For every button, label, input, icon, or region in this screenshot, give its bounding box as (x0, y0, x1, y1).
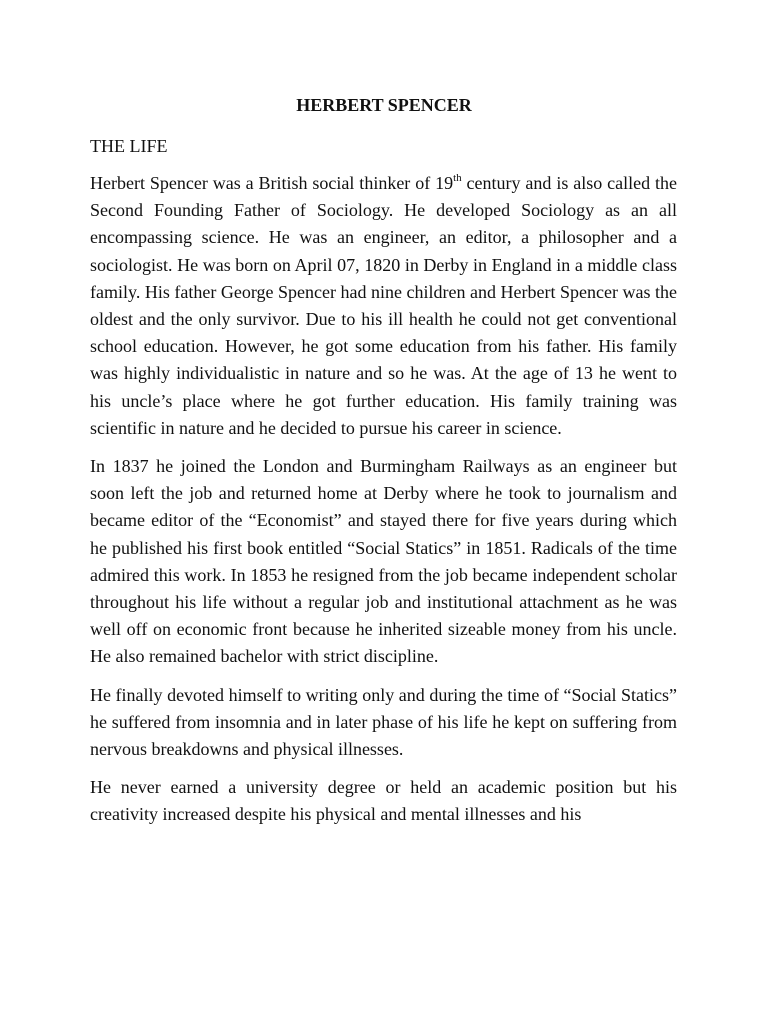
paragraph-1-text-start: Herbert Spencer was a British social thinker of 19 (90, 173, 454, 193)
paragraph-4: He never earned a university degree or held an academic position but his creativity increased despite his physical and mental illnesses and his (90, 777, 677, 825)
paragraph-2: In 1837 he joined the London and Burmingham Railways as an engineer but soon left the job and returned home at Derby where he took to journalism and became editor of the “Economist” and stayed there for five years during which he published his first book entitled “Social Statics” in 1851. Radicals of the time admired this work. In 1853 he resigned from the job became independent scholar throughout his life without a regular job and institutional attachment as he was well off on economic front because he inherited sizeable money from his uncle. He also remained bachelor with strict discipline. (90, 456, 677, 667)
paragraph-1 (90, 170, 677, 442)
paragraph-1-text-end: century and is also called the Second Founding Father of Sociology. He developed Sociology as an all encompassing science. He was an engineer, an editor, a philosopher and a sociologist. He was born on April 07, 1820 in Derby in England in a middle class family. His father George Spencer had nine children and Herbert Spencer was the oldest and the only survivor. Due to his ill health he could not get conventional school education. However, he got some education from his father. His family was highly individualistic in nature and so he was. At the age of 13 he went to his uncle’s place where he got further education. His family training was scientific in nature and he decided to pursue his career in science. (90, 173, 677, 438)
ordinal-suffix: th (453, 172, 462, 184)
document-title: HERBERT SPENCER (296, 95, 472, 115)
paragraph-3: He finally devoted himself to writing only and during the time of “Social Statics” he suffered from insomnia and in later phase of his life he kept on suffering from nervous breakdowns and physical illnesses. (90, 684, 677, 760)
document-body (90, 170, 677, 829)
section-heading: THE LIFE (90, 136, 168, 156)
